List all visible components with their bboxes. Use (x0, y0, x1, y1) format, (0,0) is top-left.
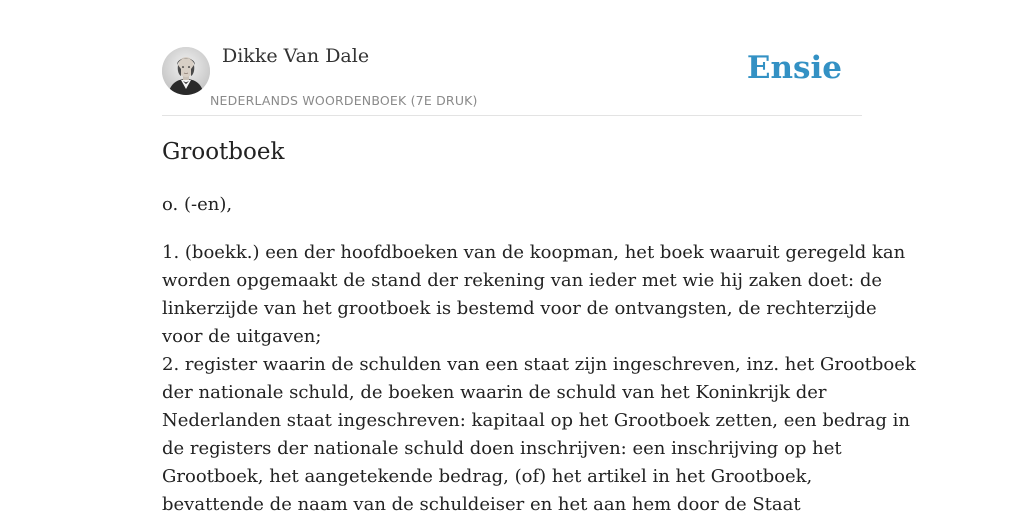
entry-definition (162, 239, 916, 512)
source-header (162, 0, 862, 116)
definition-line: de registers der nationale schuld doen inschrijven: een inschrijving op het (162, 438, 842, 459)
definition-line: voor de uitgaven; (162, 326, 322, 347)
definition-line: der nationale schuld, de boeken waarin de schuld van het Koninkrijk der (162, 382, 827, 403)
brand-logo[interactable]: Ensie (746, 50, 842, 86)
author-avatar[interactable] (162, 47, 210, 95)
definition-line: bevattende de naam van de schuldeiser en het aan hem door de Staat (162, 494, 801, 512)
definition-line: Grootboek, het aangetekende bedrag, (of) het artikel in het Grootboek, (162, 466, 813, 487)
entry-headword: Grootboek (162, 139, 285, 165)
definition-line: 2. register waarin de schulden van een staat zijn ingeschreven, inz. het Grootboek (162, 354, 916, 375)
definition-line: Nederlanden staat ingeschreven: kapitaal op het Grootboek zetten, een bedrag in (162, 410, 910, 431)
source-name[interactable]: Dikke Van Dale (222, 45, 370, 67)
definition-line: linkerzijde van het grootboek is bestemd voor de ontvangsten, de rechterzijde (162, 298, 877, 319)
definition-line: 1. (boekk.) een der hoofdboeken van de koopman, het boek waaruit geregeld kan (162, 242, 906, 263)
source-subtitle[interactable]: NEDERLANDS WOORDENBOEK (7E DRUK) (210, 93, 478, 108)
portrait-icon (162, 47, 210, 95)
definition-line: worden opgemaakt de stand der rekening van ieder met wie hij zaken doet: de (162, 270, 882, 291)
entry-grammar: o. (-en), (162, 194, 233, 215)
